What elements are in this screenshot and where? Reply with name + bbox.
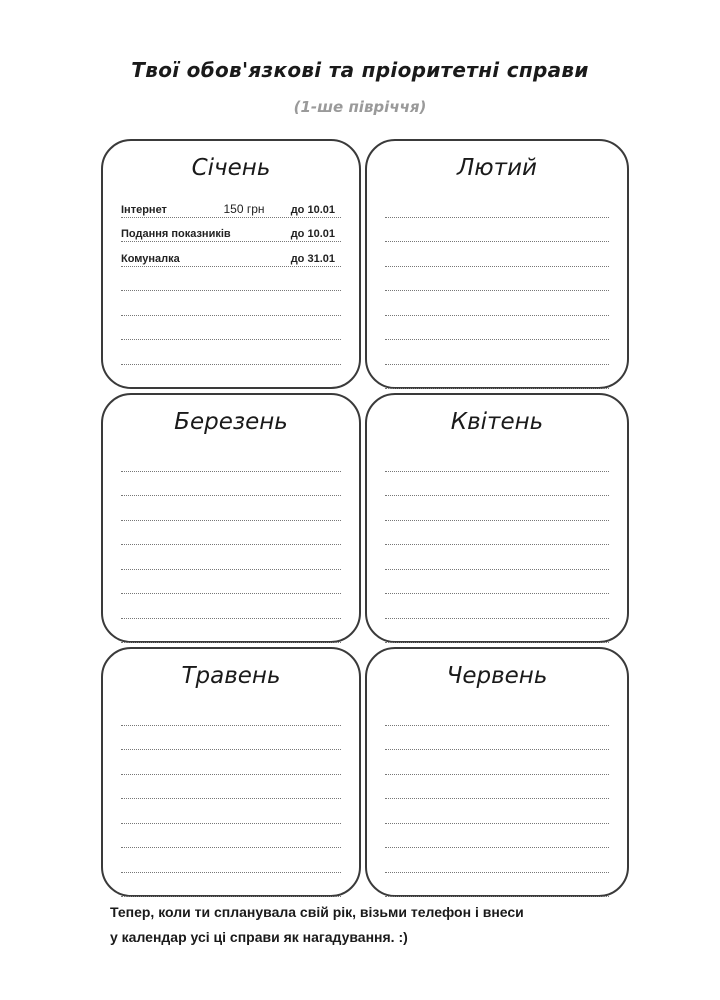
- task-line[interactable]: [121, 701, 341, 726]
- task-lines: [385, 701, 609, 897]
- task-line[interactable]: [385, 193, 609, 218]
- task-line[interactable]: [121, 594, 341, 619]
- month-title: Травень: [181, 663, 281, 689]
- task-due: до 10.01: [290, 228, 335, 240]
- task-name: Інтернет: [121, 203, 167, 216]
- task-amount: 150 грн: [223, 201, 265, 216]
- task-line[interactable]: [385, 873, 609, 898]
- task-line[interactable]: [385, 340, 609, 365]
- task-due: до 10.01: [290, 203, 335, 216]
- task-lines: [385, 193, 609, 389]
- task-due: до 31.01: [290, 252, 335, 265]
- task-line[interactable]: [121, 218, 341, 243]
- task-line[interactable]: [385, 291, 609, 316]
- task-line[interactable]: [121, 291, 341, 316]
- task-line[interactable]: [385, 701, 609, 726]
- page-title: Твої обов'язкові та пріоритетні справи: [131, 58, 589, 82]
- task-line[interactable]: [121, 824, 341, 849]
- task-line[interactable]: [121, 447, 341, 472]
- task-line[interactable]: [385, 824, 609, 849]
- task-line[interactable]: [385, 570, 609, 595]
- task-line[interactable]: [121, 873, 341, 898]
- task-line[interactable]: [121, 750, 341, 775]
- month-title: Березень: [174, 409, 288, 435]
- task-line[interactable]: [385, 472, 609, 497]
- task-line[interactable]: [385, 316, 609, 341]
- task-lines: [121, 701, 341, 897]
- task-line[interactable]: [121, 619, 341, 644]
- task-line[interactable]: [121, 496, 341, 521]
- page-subtitle: (1-ше півріччя): [293, 98, 427, 116]
- task-line[interactable]: [121, 799, 341, 824]
- task-line[interactable]: [385, 496, 609, 521]
- footer-line-1: Тепер, коли ти спланувала свій рік, візьми телефон і внеси: [110, 904, 524, 920]
- month-box-february: [365, 139, 629, 389]
- task-name: Подання показників: [121, 228, 231, 240]
- task-line[interactable]: [385, 267, 609, 292]
- months-grid: [101, 139, 629, 897]
- task-line[interactable]: [121, 267, 341, 292]
- task-line[interactable]: [385, 799, 609, 824]
- task-lines: [385, 447, 609, 643]
- task-line[interactable]: [121, 242, 341, 267]
- task-lines: [121, 193, 341, 365]
- task-line[interactable]: [121, 316, 341, 341]
- task-lines: [121, 447, 341, 643]
- task-line[interactable]: [385, 521, 609, 546]
- month-box-march: [101, 393, 361, 643]
- task-line[interactable]: [121, 521, 341, 546]
- task-line[interactable]: [385, 594, 609, 619]
- task-name: Комуналка: [121, 252, 180, 265]
- month-title: Лютий: [457, 155, 537, 181]
- footer-note: [110, 900, 524, 950]
- task-line[interactable]: [121, 775, 341, 800]
- task-line[interactable]: [121, 340, 341, 365]
- task-line[interactable]: [121, 472, 341, 497]
- task-line[interactable]: [121, 570, 341, 595]
- month-box-april: [365, 393, 629, 643]
- month-box-january: [101, 139, 361, 389]
- task-line[interactable]: [385, 242, 609, 267]
- task-line[interactable]: [121, 193, 341, 218]
- month-title: Квітень: [450, 409, 544, 435]
- task-line[interactable]: [121, 726, 341, 751]
- month-title: Червень: [446, 663, 548, 689]
- footer-line-2: у календар усі ці справи як нагадування. :): [110, 929, 408, 945]
- task-line[interactable]: [385, 447, 609, 472]
- task-line[interactable]: [385, 218, 609, 243]
- task-line[interactable]: [121, 545, 341, 570]
- task-line[interactable]: [121, 848, 341, 873]
- month-title: Січень: [191, 155, 271, 181]
- task-line[interactable]: [385, 545, 609, 570]
- month-box-may: [101, 647, 361, 897]
- task-line[interactable]: [385, 726, 609, 751]
- task-line[interactable]: [385, 365, 609, 390]
- task-line[interactable]: [385, 750, 609, 775]
- task-line[interactable]: [385, 848, 609, 873]
- month-box-june: [365, 647, 629, 897]
- task-line[interactable]: [385, 775, 609, 800]
- task-line[interactable]: [385, 619, 609, 644]
